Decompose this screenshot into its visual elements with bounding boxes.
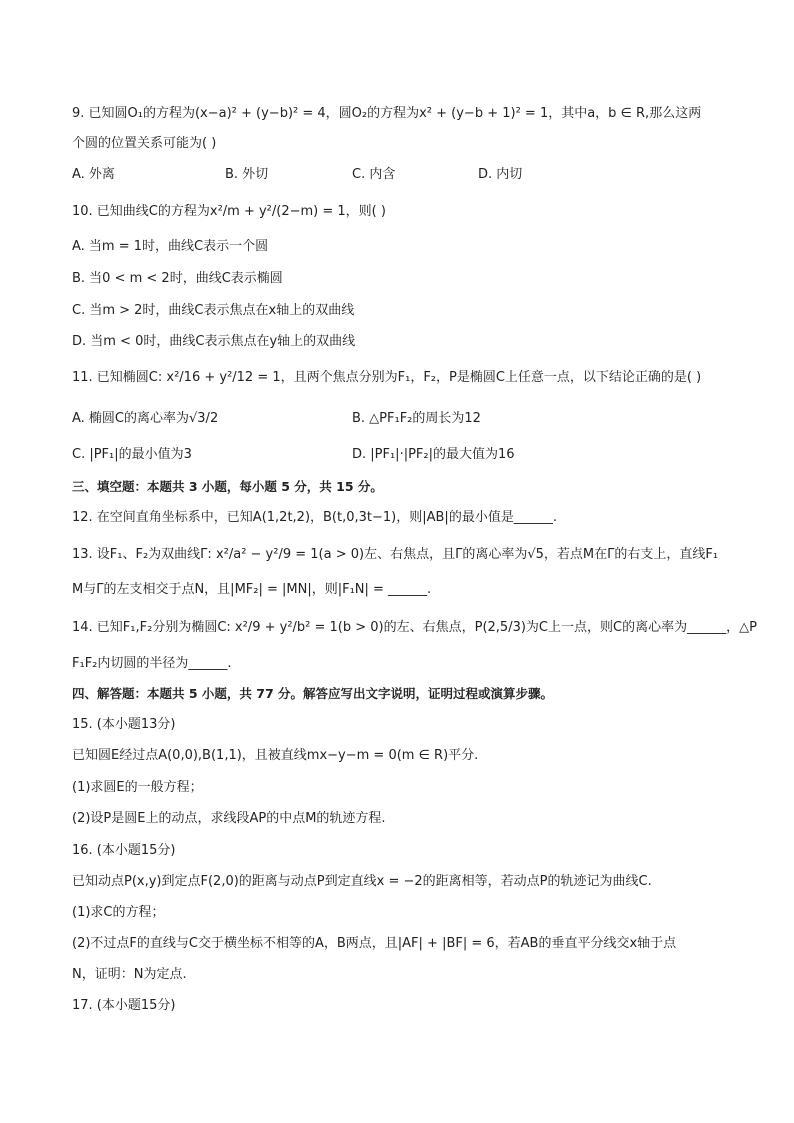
q14-line2: F₁F₂内切圆的半径为______.	[72, 656, 232, 671]
q10-option-a: A. 当m = 1时，曲线C表示一个圆	[72, 239, 269, 254]
q9-stem-line1: 9. 已知圆O₁的方程为(x−a)² + (y−b)² = 4，圆O₂的方程为x² + (y−b + 1)² = 1，其中a，b ∈ R,那么这两	[72, 106, 702, 121]
q11-stem: 11. 已知椭圆C: x²/16 + y²/12 = 1，且两个焦点分别为F₁，F₂，P是椭圆C上任意一点，以下结论正确的是( )	[72, 370, 702, 385]
q11-option-b: B. △PF₁F₂的周长为12	[352, 411, 481, 426]
q9-option-a: A. 外离	[72, 167, 115, 182]
q16-stem: 已知动点P(x,y)到定点F(2,0)的距离与动点P到定直线x = −2的距离相等，若动点P的轨迹记为曲线C.	[72, 874, 652, 889]
q17-title: 17. (本小题15分)	[72, 998, 176, 1013]
q13-line1: 13. 设F₁、F₂为双曲线Γ: x²/a² − y²/9 = 1(a > 0)左、右焦点，且Γ的离心率为√5，若点M在Γ的右支上，直线F₁	[72, 547, 719, 562]
q15-title: 15. (本小题13分)	[72, 717, 176, 732]
q14-line1: 14. 已知F₁,F₂分别为椭圆C: x²/9 + y²/b² = 1(b > 0)的左、右焦点，P(2,5/3)为C上一点，则C的离心率为______，△P	[72, 620, 757, 635]
q11-option-a: A. 椭圆C的离心率为√3/2	[72, 411, 219, 426]
q9-option-d: D. 内切	[478, 167, 523, 182]
q16-title: 16. (本小题15分)	[72, 843, 176, 858]
q15-stem: 已知圆E经过点A(0,0),B(1,1)，且被直线mx−y−m = 0(m ∈ R)平分.	[72, 748, 479, 763]
q10-option-b: B. 当0 < m < 2时，曲线C表示椭圆	[72, 271, 283, 286]
section-4-heading: 四、解答题：本题共 5 小题，共 77 分。解答应写出文字说明，证明过程或演算步骤。	[72, 686, 554, 701]
q15-part1: (1)求圆E的一般方程；	[72, 780, 203, 795]
section-3-heading: 三、填空题：本题共 3 小题，每小题 5 分，共 15 分。	[72, 479, 383, 494]
q16-part1: (1)求C的方程；	[72, 905, 165, 920]
q10-option-d: D. 当m < 0时，曲线C表示焦点在y轴上的双曲线	[72, 334, 356, 349]
q10-stem: 10. 已知曲线C的方程为x²/m + y²/(2−m) = 1，则( )	[72, 204, 386, 219]
q16-part2-line2: N，证明：N为定点.	[72, 967, 187, 982]
q15-part2: (2)设P是圆E上的动点，求线段AP的中点M的轨迹方程.	[72, 811, 386, 826]
q9-stem-line2: 个圆的位置关系可能为( )	[72, 136, 217, 151]
q16-part2-line1: (2)不过点F的直线与C交于横坐标不相等的A，B两点，且|AF| + |BF| = 6，若AB的垂直平分线交x轴于点	[72, 936, 677, 951]
q13-line2: M与Γ的左支相交于点N，且|MF₂| = |MN|，则|F₁N| = ______.	[72, 582, 432, 597]
q11-option-c: C. |PF₁|的最小值为3	[72, 447, 192, 462]
q9-option-c: C. 内含	[352, 167, 396, 182]
q11-option-d: D. |PF₁|·|PF₂|的最大值为16	[352, 447, 515, 462]
q10-option-c: C. 当m > 2时，曲线C表示焦点在x轴上的双曲线	[72, 303, 355, 318]
q9-option-b: B. 外切	[225, 167, 269, 182]
q12-stem: 12. 在空间直角坐标系中，已知A(1,2t,2)，B(t,0,3t−1)，则|AB|的最小值是______.	[72, 510, 557, 525]
